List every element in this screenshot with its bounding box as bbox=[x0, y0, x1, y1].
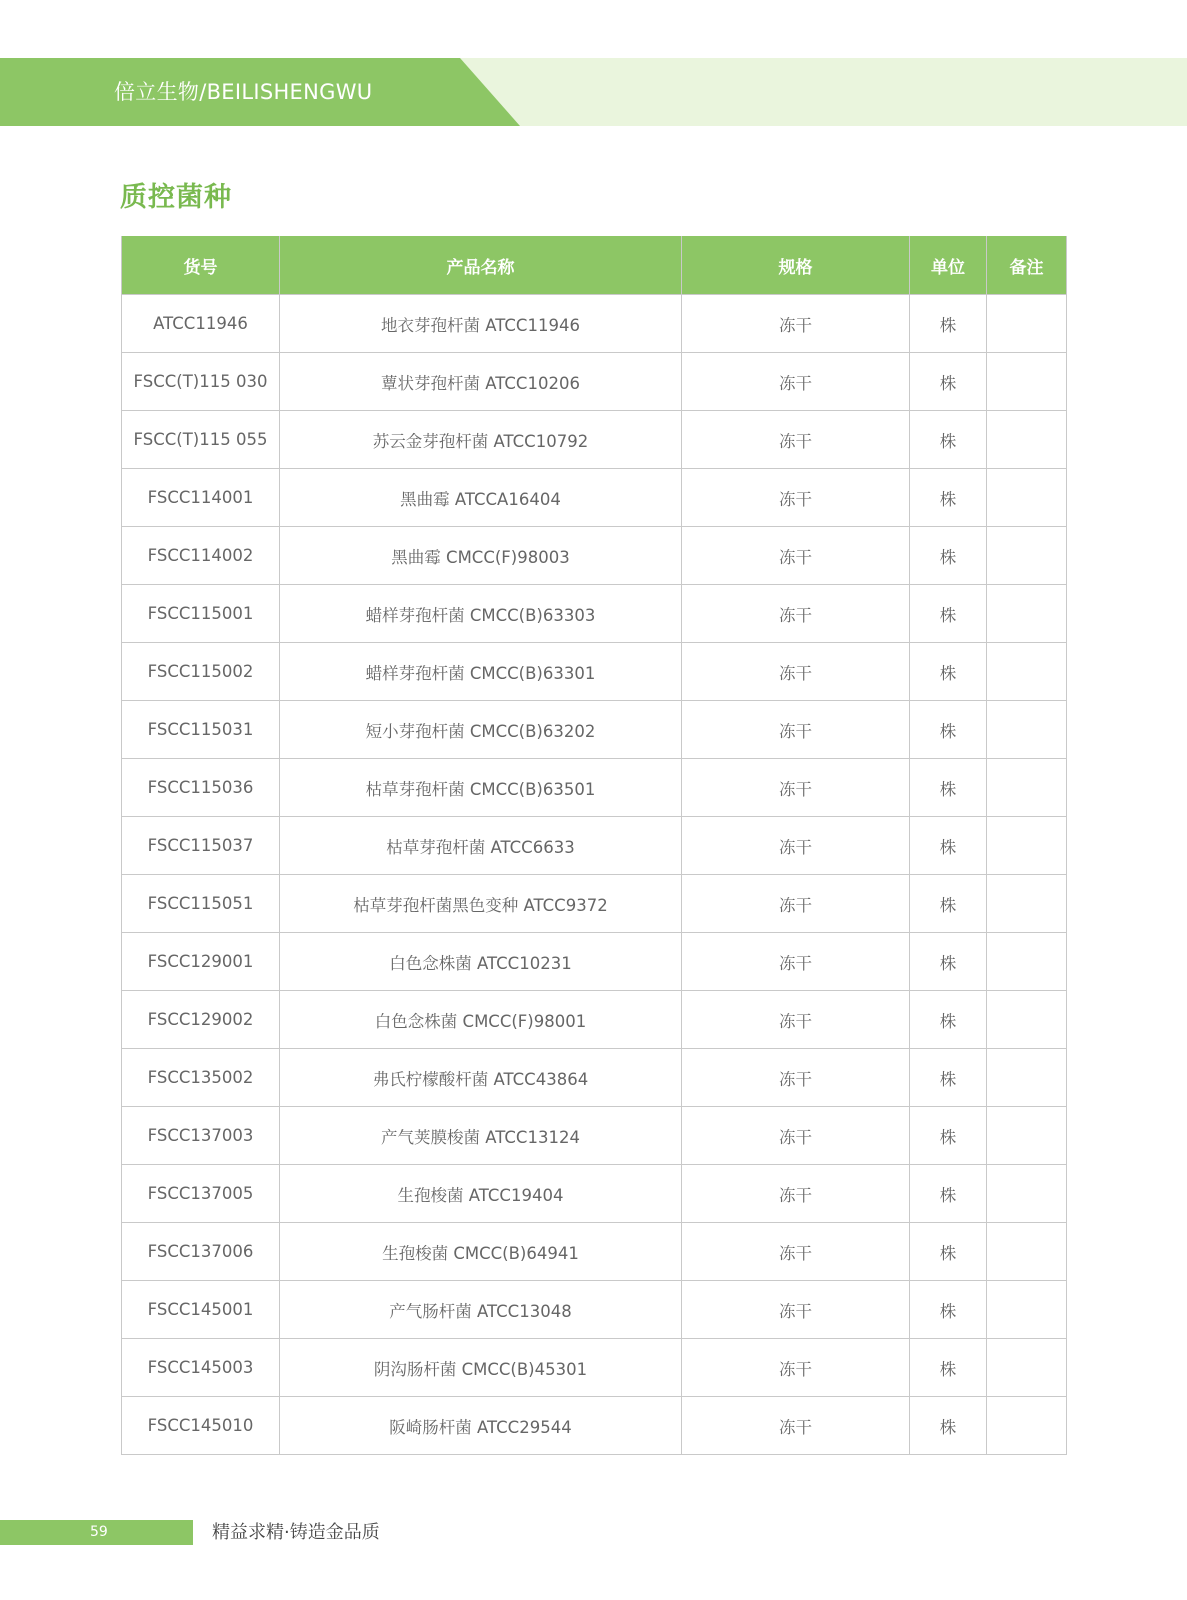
cell-item-no: FSCC114001 bbox=[122, 469, 280, 527]
cell-item-no: FSCC135002 bbox=[122, 1049, 280, 1107]
cell-item-no: ATCC11946 bbox=[122, 295, 280, 353]
cell-item-no: FSCC115002 bbox=[122, 643, 280, 701]
page-number: 59 bbox=[90, 1524, 108, 1540]
cell-unit: 株 bbox=[910, 1223, 987, 1281]
cell-unit: 株 bbox=[910, 411, 987, 469]
cell-item-no: FSCC115051 bbox=[122, 875, 280, 933]
cell-remark bbox=[987, 933, 1067, 991]
cell-item-no: FSCC115031 bbox=[122, 701, 280, 759]
product-table bbox=[121, 236, 1067, 1455]
table-row bbox=[122, 353, 1067, 411]
cell-product-name: 蕈状芽孢杆菌 ATCC10206 bbox=[280, 353, 682, 411]
table-row bbox=[122, 817, 1067, 875]
table-row bbox=[122, 585, 1067, 643]
header-item-no: 货号 bbox=[122, 236, 280, 295]
cell-unit: 株 bbox=[910, 353, 987, 411]
cell-spec: 冻干 bbox=[682, 817, 910, 875]
cell-spec: 冻干 bbox=[682, 1049, 910, 1107]
cell-product-name: 白色念株菌 ATCC10231 bbox=[280, 933, 682, 991]
footer-slogan: 精益求精·铸造金品质 bbox=[212, 1522, 380, 1543]
table-row bbox=[122, 411, 1067, 469]
cell-spec: 冻干 bbox=[682, 295, 910, 353]
cell-product-name: 生孢梭菌 CMCC(B)64941 bbox=[280, 1223, 682, 1281]
table-row bbox=[122, 875, 1067, 933]
cell-unit: 株 bbox=[910, 585, 987, 643]
table-row bbox=[122, 933, 1067, 991]
cell-spec: 冻干 bbox=[682, 1339, 910, 1397]
cell-product-name: 弗氏柠檬酸杆菌 ATCC43864 bbox=[280, 1049, 682, 1107]
table-row bbox=[122, 1107, 1067, 1165]
cell-product-name: 产气荚膜梭菌 ATCC13124 bbox=[280, 1107, 682, 1165]
cell-item-no: FSCC115001 bbox=[122, 585, 280, 643]
table-row bbox=[122, 1165, 1067, 1223]
cell-item-no: FSCC(T)115 055 bbox=[122, 411, 280, 469]
header-product-name: 产品名称 bbox=[280, 236, 682, 295]
cell-unit: 株 bbox=[910, 817, 987, 875]
cell-unit: 株 bbox=[910, 295, 987, 353]
cell-remark bbox=[987, 759, 1067, 817]
table-row bbox=[122, 1339, 1067, 1397]
cell-item-no: FSCC129002 bbox=[122, 991, 280, 1049]
cell-spec: 冻干 bbox=[682, 875, 910, 933]
cell-unit: 株 bbox=[910, 875, 987, 933]
cell-spec: 冻干 bbox=[682, 585, 910, 643]
cell-item-no: FSCC137006 bbox=[122, 1223, 280, 1281]
cell-spec: 冻干 bbox=[682, 353, 910, 411]
table-row bbox=[122, 991, 1067, 1049]
cell-spec: 冻干 bbox=[682, 411, 910, 469]
cell-product-name: 枯草芽孢杆菌 CMCC(B)63501 bbox=[280, 759, 682, 817]
cell-unit: 株 bbox=[910, 701, 987, 759]
cell-product-name: 枯草芽孢杆菌 ATCC6633 bbox=[280, 817, 682, 875]
header-spec: 规格 bbox=[682, 236, 910, 295]
cell-item-no: FSCC129001 bbox=[122, 933, 280, 991]
header-unit: 单位 bbox=[910, 236, 987, 295]
cell-remark bbox=[987, 817, 1067, 875]
cell-remark bbox=[987, 1049, 1067, 1107]
cell-unit: 株 bbox=[910, 469, 987, 527]
cell-spec: 冻干 bbox=[682, 759, 910, 817]
table-row bbox=[122, 701, 1067, 759]
cell-remark bbox=[987, 1339, 1067, 1397]
table-row bbox=[122, 759, 1067, 817]
cell-spec: 冻干 bbox=[682, 1281, 910, 1339]
cell-item-no: FSCC145001 bbox=[122, 1281, 280, 1339]
brand-title: 倍立生物/BEILISHENGWU bbox=[114, 80, 373, 104]
cell-unit: 株 bbox=[910, 1049, 987, 1107]
cell-product-name: 黑曲霉 CMCC(F)98003 bbox=[280, 527, 682, 585]
table-row bbox=[122, 1223, 1067, 1281]
cell-unit: 株 bbox=[910, 1339, 987, 1397]
cell-item-no: FSCC115037 bbox=[122, 817, 280, 875]
cell-item-no: FSCC137005 bbox=[122, 1165, 280, 1223]
cell-product-name: 生孢梭菌 ATCC19404 bbox=[280, 1165, 682, 1223]
cell-unit: 株 bbox=[910, 759, 987, 817]
cell-item-no: FSCC115036 bbox=[122, 759, 280, 817]
cell-product-name: 苏云金芽孢杆菌 ATCC10792 bbox=[280, 411, 682, 469]
cell-unit: 株 bbox=[910, 933, 987, 991]
cell-unit: 株 bbox=[910, 1107, 987, 1165]
table-body bbox=[122, 295, 1067, 1455]
cell-remark bbox=[987, 1165, 1067, 1223]
cell-product-name: 短小芽孢杆菌 CMCC(B)63202 bbox=[280, 701, 682, 759]
cell-remark bbox=[987, 1397, 1067, 1455]
cell-remark bbox=[987, 1107, 1067, 1165]
cell-item-no: FSCC114002 bbox=[122, 527, 280, 585]
table-header-row bbox=[122, 236, 1067, 295]
cell-spec: 冻干 bbox=[682, 469, 910, 527]
cell-remark bbox=[987, 643, 1067, 701]
table-row bbox=[122, 643, 1067, 701]
cell-item-no: FSCC145003 bbox=[122, 1339, 280, 1397]
cell-product-name: 白色念株菌 CMCC(F)98001 bbox=[280, 991, 682, 1049]
cell-remark bbox=[987, 585, 1067, 643]
cell-product-name: 阴沟肠杆菌 CMCC(B)45301 bbox=[280, 1339, 682, 1397]
cell-unit: 株 bbox=[910, 1397, 987, 1455]
cell-item-no: FSCC(T)115 030 bbox=[122, 353, 280, 411]
cell-spec: 冻干 bbox=[682, 527, 910, 585]
table-row bbox=[122, 1281, 1067, 1339]
cell-product-name: 蜡样芽孢杆菌 CMCC(B)63303 bbox=[280, 585, 682, 643]
cell-spec: 冻干 bbox=[682, 991, 910, 1049]
cell-spec: 冻干 bbox=[682, 701, 910, 759]
table-row bbox=[122, 1397, 1067, 1455]
table-row bbox=[122, 527, 1067, 585]
cell-remark bbox=[987, 875, 1067, 933]
cell-spec: 冻干 bbox=[682, 1107, 910, 1165]
cell-spec: 冻干 bbox=[682, 1223, 910, 1281]
cell-product-name: 地衣芽孢杆菌 ATCC11946 bbox=[280, 295, 682, 353]
cell-unit: 株 bbox=[910, 1165, 987, 1223]
cell-remark bbox=[987, 295, 1067, 353]
cell-remark bbox=[987, 411, 1067, 469]
table-row bbox=[122, 295, 1067, 353]
cell-spec: 冻干 bbox=[682, 1397, 910, 1455]
cell-unit: 株 bbox=[910, 527, 987, 585]
table-row bbox=[122, 469, 1067, 527]
header-remark: 备注 bbox=[987, 236, 1067, 295]
cell-remark bbox=[987, 1223, 1067, 1281]
cell-product-name: 黑曲霉 ATCCA16404 bbox=[280, 469, 682, 527]
cell-remark bbox=[987, 701, 1067, 759]
cell-product-name: 产气肠杆菌 ATCC13048 bbox=[280, 1281, 682, 1339]
cell-remark bbox=[987, 469, 1067, 527]
cell-remark bbox=[987, 527, 1067, 585]
cell-remark bbox=[987, 353, 1067, 411]
cell-unit: 株 bbox=[910, 991, 987, 1049]
cell-product-name: 蜡样芽孢杆菌 CMCC(B)63301 bbox=[280, 643, 682, 701]
table-row bbox=[122, 1049, 1067, 1107]
cell-spec: 冻干 bbox=[682, 643, 910, 701]
cell-item-no: FSCC137003 bbox=[122, 1107, 280, 1165]
cell-unit: 株 bbox=[910, 643, 987, 701]
cell-remark bbox=[987, 991, 1067, 1049]
cell-spec: 冻干 bbox=[682, 1165, 910, 1223]
cell-product-name: 枯草芽孢杆菌黑色变种 ATCC9372 bbox=[280, 875, 682, 933]
cell-spec: 冻干 bbox=[682, 933, 910, 991]
cell-item-no: FSCC145010 bbox=[122, 1397, 280, 1455]
cell-remark bbox=[987, 1281, 1067, 1339]
section-title: 质控菌种 bbox=[120, 182, 232, 213]
cell-product-name: 阪崎肠杆菌 ATCC29544 bbox=[280, 1397, 682, 1455]
cell-unit: 株 bbox=[910, 1281, 987, 1339]
